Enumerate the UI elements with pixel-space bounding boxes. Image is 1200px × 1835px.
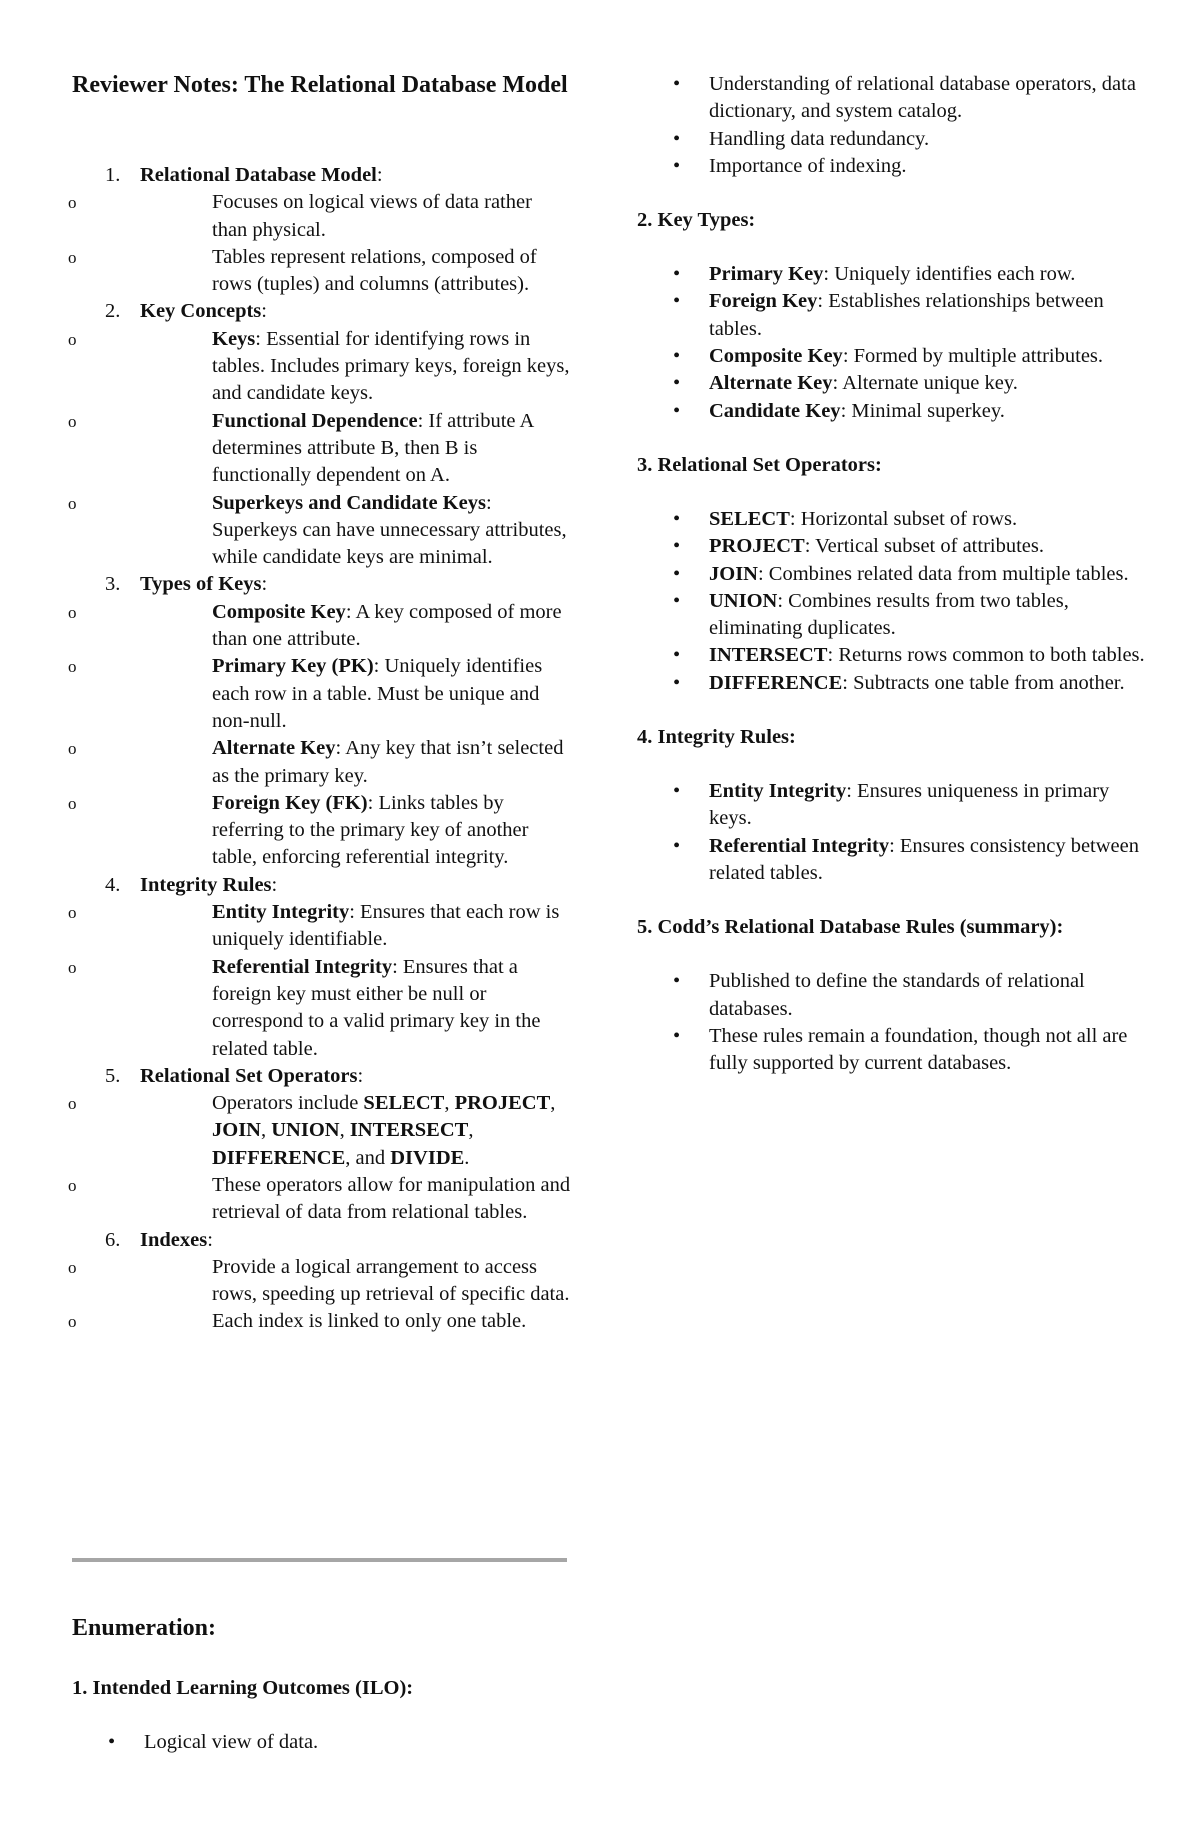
text-run: : Ensures that each row is uniquely identifiable.	[212, 901, 560, 951]
enumeration-section	[637, 724, 1157, 887]
outline-item	[68, 571, 572, 871]
bold-term: Foreign Key	[709, 290, 818, 313]
bullet-item	[637, 71, 1157, 126]
circle-bullet-icon: o	[68, 602, 77, 622]
bullet-icon: •	[673, 535, 681, 558]
bold-term: Alternate Key	[709, 372, 833, 395]
text-run: : Minimal superkey.	[840, 399, 1005, 422]
outline-item	[68, 298, 572, 571]
circle-bullet-icon: o	[68, 903, 77, 923]
outline-number: 5.	[105, 1064, 121, 1087]
text-run: : Establishes relationships between tables.	[709, 290, 1104, 340]
text-run: : Combines results from two tables, eliminating duplicates.	[709, 589, 1069, 640]
text-run: : Formed by multiple attributes.	[842, 345, 1104, 368]
bullet-item	[637, 153, 1157, 180]
enumeration-section	[637, 452, 1157, 697]
outline-sub-item	[68, 189, 572, 244]
outline-label-suffix: :	[357, 1064, 364, 1087]
text-run: : Links tables by referring to the primary key of another table, enforcing referential integrity.	[212, 791, 529, 869]
text-run: ,	[550, 1092, 556, 1115]
bullet-item	[637, 288, 1157, 343]
outline-label-suffix: :	[261, 300, 267, 323]
text-run: : Subtracts one table from another.	[842, 671, 1125, 694]
outline-sub-item	[68, 790, 572, 872]
text-run: .	[464, 1146, 470, 1169]
bullet-item	[637, 1023, 1157, 1078]
circle-bullet-icon: o	[68, 193, 77, 213]
text-run: Operators include	[212, 1092, 364, 1115]
bullet-item	[637, 398, 1157, 425]
bullet-item	[637, 642, 1157, 669]
bullet-icon: •	[673, 290, 681, 313]
section-heading: 2. Key Types:	[637, 209, 756, 232]
section-heading: 4. Integrity Rules:	[637, 726, 796, 749]
outline-item-label: Integrity Rules	[140, 873, 272, 896]
text-run: ,	[260, 1119, 272, 1142]
enumeration-section	[637, 914, 1157, 1077]
bold-term: Superkeys and Candidate Keys	[212, 491, 486, 514]
bullet-icon: •	[673, 644, 681, 667]
bullet-icon: •	[673, 589, 681, 612]
bullet-icon: •	[673, 345, 681, 368]
outline-label-suffix: :	[271, 873, 278, 896]
text-run: , and	[345, 1146, 391, 1169]
bold-term: INTERSECT	[709, 644, 828, 667]
outline-sub-item	[68, 653, 572, 735]
bold-term: Referential Integrity	[709, 834, 890, 857]
outline-number: 6.	[105, 1228, 121, 1251]
bold-term: INTERSECT	[349, 1119, 469, 1142]
outline-sub-list	[68, 326, 572, 572]
document-title: Reviewer Notes: The Relational Database Model	[72, 72, 568, 98]
bullet-icon: •	[673, 73, 681, 95]
text-run: Each index is linked to only one table.	[212, 1310, 527, 1333]
section-heading: 5. Codd’s Relational Database Rules (summary):	[637, 916, 1064, 939]
outline-item-label: Indexes	[140, 1228, 208, 1251]
bullet-icon: •	[673, 127, 681, 150]
bullet-item	[637, 833, 1157, 888]
text-run: Importance of indexing.	[709, 154, 907, 177]
bullet-item	[637, 778, 1157, 833]
bold-term: Entity Integrity	[709, 780, 847, 803]
circle-bullet-icon: o	[68, 657, 77, 677]
circle-bullet-icon: o	[68, 1312, 77, 1332]
text-run: ,	[468, 1119, 474, 1142]
text-run: : Superkeys can have unnecessary attributes, while candidate keys are minimal.	[212, 491, 567, 569]
bullet-icon: •	[673, 399, 681, 422]
text-run: Understanding of relational database operators, data dictionary, and system catalog.	[709, 73, 1136, 123]
outline-item	[68, 1063, 572, 1227]
text-run: Handling data redundancy.	[709, 127, 930, 150]
text-run: : Returns rows common to both tables.	[827, 644, 1145, 667]
ilo-continued-list	[637, 71, 1157, 180]
outline-sub-item	[68, 1172, 572, 1227]
text-run: : A key composed of more than one attribute.	[212, 600, 562, 651]
bold-term: Entity Integrity	[212, 901, 350, 924]
outline-sub-item	[68, 899, 572, 954]
text-run: : Uniquely identifies each row.	[823, 263, 1076, 286]
bold-term: Primary Key	[709, 263, 824, 286]
bold-term: Functional Dependence	[212, 409, 418, 432]
text-run: : Combines related data from multiple tables.	[757, 562, 1129, 585]
enumeration-section	[637, 207, 1157, 425]
outline-sub-list	[68, 899, 572, 1063]
text-run: Tables represent relations, composed of rows (tuples) and columns (attributes).	[212, 245, 537, 296]
bullet-item	[637, 261, 1157, 288]
outline-sub-item	[68, 244, 572, 299]
bold-term: Primary Key (PK)	[212, 655, 374, 678]
outline-item	[68, 162, 572, 298]
outline-list	[68, 162, 572, 1336]
bold-term: Referential Integrity	[212, 955, 393, 978]
text-run: : If attribute A determines attribute B, then B is functionally dependent on A.	[212, 409, 534, 487]
outline-sub-item	[68, 326, 572, 408]
outline-label-suffix: :	[207, 1228, 213, 1251]
circle-bullet-icon: o	[68, 1094, 77, 1114]
outline-sub-list	[68, 1254, 572, 1336]
ilo-section	[72, 1675, 572, 1756]
outline-item	[68, 872, 572, 1063]
circle-bullet-icon: o	[68, 957, 77, 977]
bullet-item	[637, 126, 1157, 153]
bullet-item	[637, 370, 1157, 397]
bold-term: JOIN	[709, 562, 758, 585]
text-run: : Alternate unique key.	[832, 372, 1018, 395]
outline-sub-item	[68, 735, 572, 790]
bold-term: JOIN	[212, 1119, 261, 1142]
bullet-icon: •	[673, 562, 681, 585]
bold-term: UNION	[271, 1119, 340, 1142]
outline-sub-list	[68, 1090, 572, 1226]
bullet-icon: •	[673, 834, 681, 857]
bullet-item	[637, 561, 1157, 588]
outline-item-label: Types of Keys	[140, 573, 262, 596]
bold-term: SELECT	[363, 1092, 445, 1115]
outline-number: 3.	[105, 573, 121, 596]
enumeration-title: Enumeration:	[72, 1615, 216, 1641]
bold-term: Alternate Key	[212, 737, 336, 760]
bold-term: Composite Key	[212, 600, 346, 623]
outline-sub-list	[68, 599, 572, 872]
right-column	[637, 71, 1157, 1077]
section-bullet-list	[637, 506, 1157, 697]
bullet-item	[637, 968, 1157, 1023]
text-run: : Any key that isn’t selected as the primary key.	[212, 737, 564, 787]
text-run: Provide a logical arrangement to access rows, speeding up retrieval of specific data.	[212, 1255, 570, 1306]
outline-sub-item	[68, 599, 572, 654]
outline-item-label: Relational Database Model	[140, 164, 377, 186]
bullet-icon: •	[673, 970, 681, 993]
bold-term: Foreign Key (FK)	[212, 791, 368, 814]
outline-sub-item	[68, 1254, 572, 1309]
bold-term: PROJECT	[454, 1092, 551, 1115]
circle-bullet-icon: o	[68, 411, 77, 431]
outline-number: 4.	[105, 873, 121, 896]
bullet-item	[637, 670, 1157, 697]
bullet-icon: •	[673, 671, 681, 694]
outline-label-suffix: :	[261, 573, 268, 596]
bullet-item	[72, 1729, 572, 1756]
outline-sub-item	[68, 954, 572, 1063]
bullet-icon: •	[673, 372, 681, 395]
bullet-icon: •	[673, 780, 681, 803]
text-run: : Ensures uniqueness in primary keys.	[709, 780, 1110, 830]
section-bullet-list	[637, 778, 1157, 887]
bold-term: DIFFERENCE	[212, 1146, 346, 1169]
section-bullet-list	[637, 968, 1157, 1077]
circle-bullet-icon: o	[68, 247, 77, 267]
bullet-item	[637, 588, 1157, 643]
bullet-item	[637, 343, 1157, 370]
text-run: These rules remain a foundation, though not all are fully supported by current databases.	[709, 1024, 1128, 1075]
text-run: : Ensures consistency between related tables.	[709, 834, 1139, 884]
outline-item	[68, 1227, 572, 1336]
bold-term: Composite Key	[709, 345, 843, 368]
outline-sub-item	[68, 490, 572, 572]
text-run: : Uniquely identifies each row in a table. Must be unique and non-null.	[212, 655, 543, 732]
text-run: : Ensures that a foreign key must either be null or correspond to a valid primary key in the related table.	[212, 955, 541, 1060]
enumeration-sections	[637, 207, 1157, 1077]
section-heading: 3. Relational Set Operators:	[637, 453, 882, 476]
circle-bullet-icon: o	[68, 793, 77, 813]
bold-term: Keys	[212, 327, 256, 350]
bold-term: UNION	[709, 589, 778, 612]
circle-bullet-icon: o	[68, 1175, 77, 1195]
section-bullet-list	[637, 261, 1157, 425]
outline-item-label: Relational Set Operators	[140, 1064, 358, 1087]
bold-term: DIVIDE	[390, 1146, 465, 1169]
outline-sub-item	[68, 408, 572, 490]
circle-bullet-icon: o	[68, 493, 77, 513]
outline-number: 2.	[105, 300, 121, 323]
text-run: : Vertical subset of attributes.	[804, 535, 1044, 558]
outline-sub-item	[68, 1308, 572, 1335]
outline-sub-list	[68, 189, 572, 298]
circle-bullet-icon: o	[68, 329, 77, 349]
bold-term: SELECT	[709, 507, 790, 530]
outline-sub-item	[68, 1090, 572, 1172]
bullet-icon: •	[673, 1024, 681, 1047]
bullet-item	[637, 506, 1157, 533]
bullet-icon: •	[673, 507, 681, 530]
ilo-heading: 1. Intended Learning Outcomes (ILO):	[72, 1677, 414, 1699]
outline-item-label: Key Concepts	[140, 300, 262, 323]
outline-number: 1.	[105, 164, 121, 186]
circle-bullet-icon: o	[68, 739, 77, 759]
bold-term: PROJECT	[709, 535, 805, 558]
bullet-item	[637, 533, 1157, 560]
text-run: ,	[339, 1119, 350, 1142]
circle-bullet-icon: o	[68, 1257, 77, 1277]
bullet-icon: •	[673, 263, 681, 286]
horizontal-divider	[72, 1558, 567, 1562]
text-run: : Essential for identifying rows in tables. Includes primary keys, foreign keys, and candidate keys.	[212, 327, 570, 405]
bullet-icon: •	[673, 154, 681, 177]
text-run: : Horizontal subset of rows.	[789, 507, 1018, 530]
bullet-icon: •	[108, 1731, 116, 1753]
text-run: Logical view of data.	[144, 1731, 319, 1753]
ilo-list	[72, 1729, 572, 1756]
text-run: Published to define the standards of relational databases.	[709, 970, 1085, 1020]
text-run: These operators allow for manipulation and retrieval of data from relational tables.	[212, 1173, 571, 1224]
text-run: ,	[444, 1092, 455, 1115]
text-run: Focuses on logical views of data rather than physical.	[212, 191, 532, 241]
outline-label-suffix: :	[376, 164, 383, 186]
bold-term: Candidate Key	[709, 399, 841, 422]
bold-term: DIFFERENCE	[709, 671, 843, 694]
